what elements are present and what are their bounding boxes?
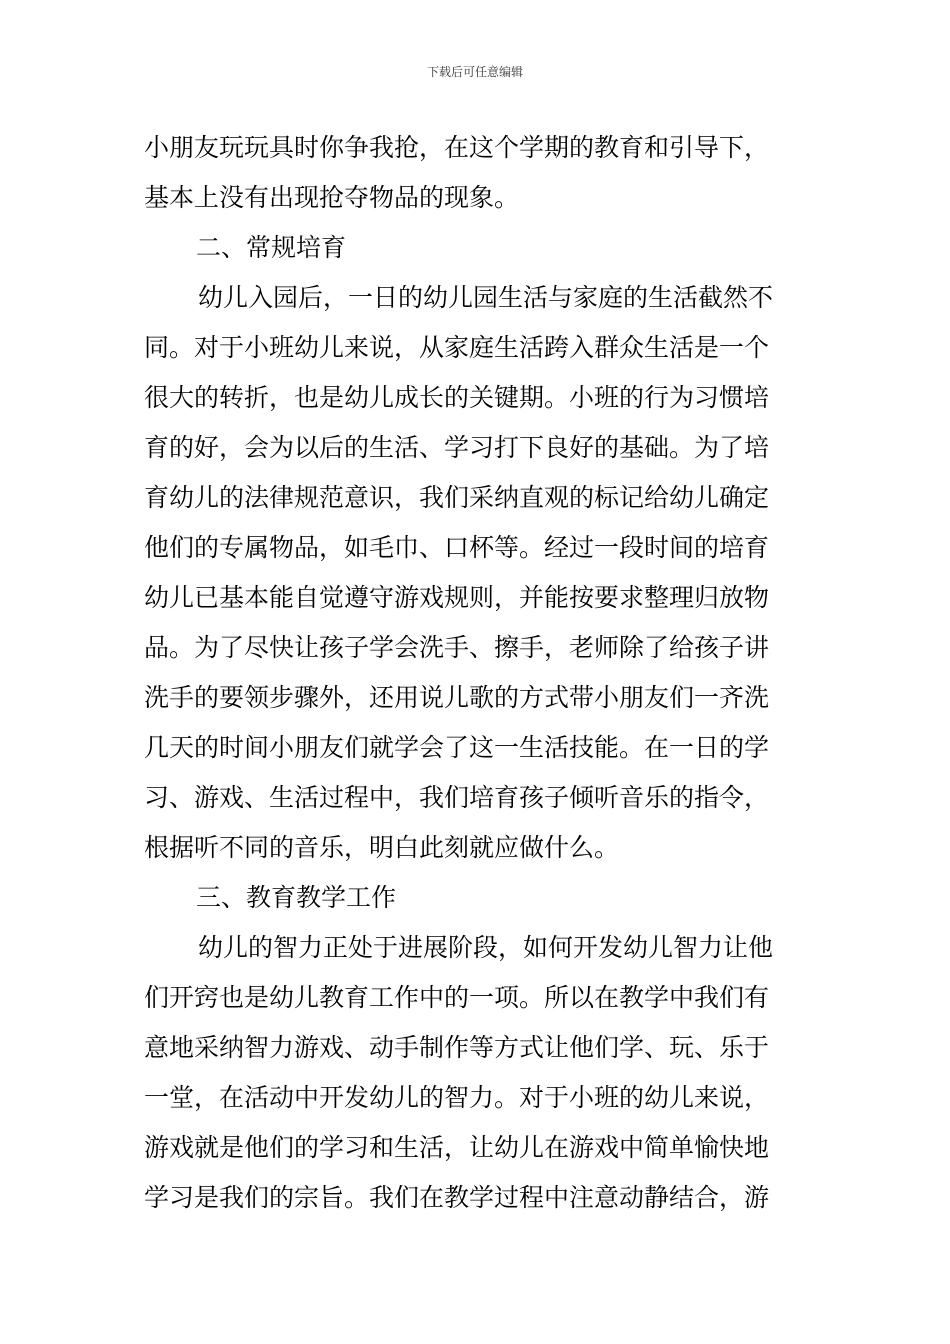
paragraph-line: 幼儿已基本能自觉遵守游戏规则，并能按要求整理归放物 [144, 583, 770, 612]
paragraph-line: 很大的转折，也是幼儿成长的关键期。小班的行为习惯培 [144, 383, 770, 412]
paragraph-line: 幼儿的智力正处于进展阶段，如何开发幼儿智力让他 [198, 933, 774, 962]
paragraph-line: 根据听不同的音乐，明白此刻就应做什么。 [144, 833, 620, 862]
paragraph-line: 品。为了尽快让孩子学会洗手、擦手，老师除了给孩子讲 [144, 633, 770, 662]
paragraph-line: 习、游戏、生活过程中，我们培育孩子倾听音乐的指令， [144, 783, 770, 812]
page-header: 下载后可任意编辑 [426, 65, 523, 79]
paragraph-line: 几天的时间小朋友们就学会了这一生活技能。在一日的学 [144, 733, 770, 762]
paragraph-line: 小朋友玩玩具时你争我抢，在这个学期的教育和引导下， [144, 133, 770, 162]
paragraph-line: 育幼儿的法律规范意识，我们采纳直观的标记给幼儿确定 [144, 483, 770, 512]
paragraph-line: 基本上没有出现抢夺物品的现象。 [144, 183, 520, 212]
section-heading: 二、常规培育 [196, 233, 347, 262]
paragraph-line: 意地采纳智力游戏、动手制作等方式让他们学、玩、乐于 [144, 1033, 770, 1062]
paragraph-line: 学习是我们的宗旨。我们在教学过程中注意动静结合，游 [144, 1183, 770, 1212]
paragraph-line: 洗手的要领步骤外，还用说儿歌的方式带小朋友们一齐洗 [144, 683, 770, 712]
paragraph-line: 一堂，在活动中开发幼儿的智力。对于小班的幼儿来说， [144, 1083, 770, 1112]
paragraph-line: 同。对于小班幼儿来说，从家庭生活跨入群众生活是一个 [144, 333, 770, 362]
paragraph-line: 他们的专属物品，如毛巾、口杯等。经过一段时间的培育 [144, 533, 770, 562]
section-heading: 三、教育教学工作 [196, 883, 397, 912]
paragraph-line: 游戏就是他们的学习和生活，让幼儿在游戏中简单愉快地 [144, 1133, 770, 1162]
paragraph-line: 育的好，会为以后的生活、学习打下良好的基础。为了培 [144, 433, 770, 462]
paragraph-line: 们开窍也是幼儿教育工作中的一项。所以在教学中我们有 [144, 983, 770, 1012]
paragraph-line: 幼儿入园后，一日的幼儿园生活与家庭的生活截然不 [198, 283, 774, 312]
document-body [144, 123, 808, 1223]
